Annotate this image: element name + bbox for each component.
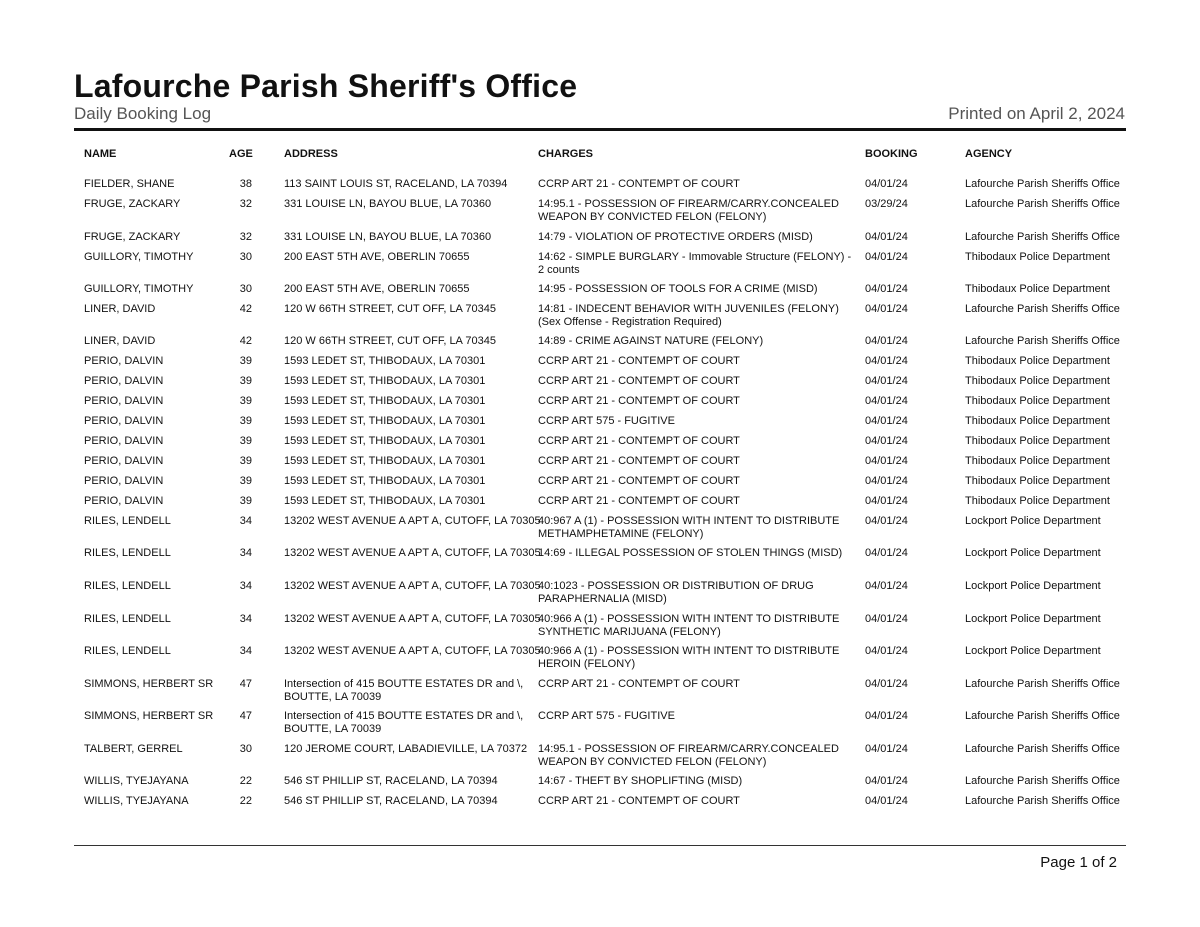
table-row (84, 231, 1124, 251)
booking-date-cell: 04/01/24 (865, 303, 908, 315)
charge-cell: 40:967 A (1) - POSSESSION WITH INTENT TO DISTRIBUTE METHAMPHETAMINE (FELONY) (538, 515, 840, 540)
booking-date-cell: 04/01/24 (865, 645, 908, 657)
charge-cell: CCRP ART 21 - CONTEMPT OF COURT (538, 395, 740, 407)
address-cell: 120 W 66TH STREET, CUT OFF, LA 70345 (284, 303, 496, 315)
name-cell: SIMMONS, HERBERT SR (84, 710, 214, 722)
age-cell: 22 (239, 795, 252, 807)
address-cell: 120 JEROME COURT, LABADIEVILLE, LA 70372 (284, 743, 528, 755)
charge-cell: CCRP ART 21 - CONTEMPT OF COURT (538, 678, 740, 690)
age-cell: 39 (239, 415, 252, 427)
name-cell: PERIO, DALVIN (84, 495, 164, 507)
address-cell: 13202 WEST AVENUE A APT A, CUTOFF, LA 70305 (284, 580, 541, 592)
age-cell: 34 (239, 547, 252, 559)
agency-cell: Lockport Police Department (965, 547, 1101, 559)
name-cell: LINER, DAVID (84, 303, 156, 315)
agency-cell: Lafourche Parish Sheriffs Office (965, 775, 1120, 787)
charge-cell: CCRP ART 21 - CONTEMPT OF COURT (538, 475, 740, 487)
charge-cell: CCRP ART 21 - CONTEMPT OF COURT (538, 375, 740, 387)
charge-cell: 14:81 - INDECENT BEHAVIOR WITH JUVENILES (FELONY) (Sex Offense - Registration Required) (538, 303, 839, 328)
table-row (84, 335, 1124, 355)
table-row (84, 198, 1124, 231)
booking-date-cell: 04/01/24 (865, 335, 908, 347)
charge-cell: CCRP ART 575 - FUGITIVE (538, 415, 675, 427)
age-cell: 30 (239, 743, 252, 755)
booking-date-cell: 04/01/24 (865, 455, 908, 467)
age-cell: 47 (239, 710, 252, 722)
agency-cell: Lockport Police Department (965, 580, 1101, 592)
name-cell: GUILLORY, TIMOTHY (84, 283, 194, 295)
agency-cell: Thibodaux Police Department (965, 475, 1110, 487)
age-cell: 39 (239, 495, 252, 507)
age-cell: 47 (239, 678, 252, 690)
agency-cell: Lockport Police Department (965, 613, 1101, 625)
age-cell: 42 (239, 335, 252, 347)
agency-cell: Lafourche Parish Sheriffs Office (965, 178, 1120, 190)
address-cell: 1593 LEDET ST, THIBODAUX, LA 70301 (284, 475, 486, 487)
address-cell: 13202 WEST AVENUE A APT A, CUTOFF, LA 70305 (284, 515, 541, 527)
booking-date-cell: 04/01/24 (865, 475, 908, 487)
booking-date-cell: 04/01/24 (865, 710, 908, 722)
name-cell: RILES, LENDELL (84, 515, 171, 527)
charge-cell: 40:1023 - POSSESSION OR DISTRIBUTION OF DRUG PARAPHERNALIA (MISD) (538, 580, 814, 605)
age-cell: 34 (239, 580, 252, 592)
booking-date-cell: 03/29/24 (865, 198, 908, 210)
age-cell: 30 (239, 251, 252, 263)
charge-cell: CCRP ART 575 - FUGITIVE (538, 710, 675, 722)
column-header-name: NAME (84, 148, 117, 160)
charge-cell: 14:69 - ILLEGAL POSSESSION OF STOLEN THINGS (MISD) (538, 547, 843, 559)
charge-cell: CCRP ART 21 - CONTEMPT OF COURT (538, 435, 740, 447)
address-cell: 1593 LEDET ST, THIBODAUX, LA 70301 (284, 495, 486, 507)
booking-date-cell: 04/01/24 (865, 515, 908, 527)
address-cell: Intersection of 415 BOUTTE ESTATES DR and \, BOUTTE, LA 70039 (284, 710, 524, 735)
name-cell: PERIO, DALVIN (84, 415, 164, 427)
age-cell: 39 (239, 475, 252, 487)
charge-cell: 14:62 - SIMPLE BURGLARY - Immovable Structure (FELONY) - 2 counts (538, 251, 852, 276)
column-header-address: ADDRESS (284, 148, 338, 160)
name-cell: RILES, LENDELL (84, 547, 171, 559)
table-row (84, 283, 1124, 303)
address-cell: 113 SAINT LOUIS ST, RACELAND, LA 70394 (284, 178, 508, 190)
agency-cell: Lafourche Parish Sheriffs Office (965, 710, 1120, 722)
booking-date-cell: 04/01/24 (865, 435, 908, 447)
charge-cell: 14:67 - THEFT BY SHOPLIFTING (MISD) (538, 775, 743, 787)
agency-cell: Thibodaux Police Department (965, 415, 1110, 427)
address-cell: 120 W 66TH STREET, CUT OFF, LA 70345 (284, 335, 496, 347)
agency-cell: Thibodaux Police Department (965, 251, 1110, 263)
table-row (84, 743, 1124, 775)
address-cell: 546 ST PHILLIP ST, RACELAND, LA 70394 (284, 775, 498, 787)
agency-cell: Lafourche Parish Sheriffs Office (965, 335, 1120, 347)
address-cell: 200 EAST 5TH AVE, OBERLIN 70655 (284, 283, 470, 295)
charge-cell: 14:95.1 - POSSESSION OF FIREARM/CARRY.CONCEALED WEAPON BY CONVICTED FELON (FELONY) (538, 198, 839, 223)
table-row (84, 178, 1124, 198)
address-cell: 1593 LEDET ST, THIBODAUX, LA 70301 (284, 355, 486, 367)
table-row (84, 678, 1124, 710)
booking-date-cell: 04/01/24 (865, 775, 908, 787)
name-cell: PERIO, DALVIN (84, 355, 164, 367)
age-cell: 30 (239, 283, 252, 295)
charge-cell: CCRP ART 21 - CONTEMPT OF COURT (538, 795, 740, 807)
address-cell: 13202 WEST AVENUE A APT A, CUTOFF, LA 70305 (284, 613, 541, 625)
agency-cell: Thibodaux Police Department (965, 355, 1110, 367)
address-cell: 13202 WEST AVENUE A APT A, CUTOFF, LA 70305 (284, 645, 541, 657)
address-cell: 331 LOUISE LN, BAYOU BLUE, LA 70360 (284, 198, 492, 210)
table-row (84, 303, 1124, 335)
address-cell: 1593 LEDET ST, THIBODAUX, LA 70301 (284, 455, 486, 467)
agency-cell: Lafourche Parish Sheriffs Office (965, 303, 1120, 315)
table-row (84, 375, 1124, 395)
agency-cell: Lockport Police Department (965, 515, 1101, 527)
name-cell: PERIO, DALVIN (84, 375, 164, 387)
booking-date-cell: 04/01/24 (865, 613, 908, 625)
booking-date-cell: 04/01/24 (865, 395, 908, 407)
table-row (84, 710, 1124, 743)
booking-date-cell: 04/01/24 (865, 580, 908, 592)
address-cell: 1593 LEDET ST, THIBODAUX, LA 70301 (284, 375, 486, 387)
name-cell: RILES, LENDELL (84, 580, 171, 592)
column-header-booking: BOOKING (865, 148, 918, 160)
name-cell: TALBERT, GERREL (84, 743, 183, 755)
name-cell: FRUGE, ZACKARY (84, 231, 181, 243)
age-cell: 34 (239, 515, 252, 527)
column-header-charges: CHARGES (538, 148, 594, 160)
booking-date-cell: 04/01/24 (865, 231, 908, 243)
footer-divider (74, 845, 1126, 846)
booking-date-cell: 04/01/24 (865, 547, 908, 559)
name-cell: FIELDER, SHANE (84, 178, 175, 190)
charge-cell: 40:966 A (1) - POSSESSION WITH INTENT TO DISTRIBUTE HEROIN (FELONY) (538, 645, 840, 670)
charge-cell: CCRP ART 21 - CONTEMPT OF COURT (538, 455, 740, 467)
table-row (84, 475, 1124, 495)
address-cell: 1593 LEDET ST, THIBODAUX, LA 70301 (284, 395, 486, 407)
booking-date-cell: 04/01/24 (865, 795, 908, 807)
column-header-agency: AGENCY (965, 148, 1013, 160)
name-cell: WILLIS, TYEJAYANA (84, 775, 189, 787)
booking-date-cell: 04/01/24 (865, 251, 908, 263)
address-cell: 331 LOUISE LN, BAYOU BLUE, LA 70360 (284, 231, 492, 243)
column-header-age: AGE (229, 148, 253, 160)
age-cell: 32 (239, 231, 252, 243)
booking-date-cell: 04/01/24 (865, 355, 908, 367)
name-cell: FRUGE, ZACKARY (84, 198, 181, 210)
name-cell: WILLIS, TYEJAYANA (84, 795, 189, 807)
charge-cell: CCRP ART 21 - CONTEMPT OF COURT (538, 355, 740, 367)
table-row (84, 515, 1124, 547)
table-row (84, 395, 1124, 415)
booking-date-cell: 04/01/24 (865, 375, 908, 387)
age-cell: 39 (239, 355, 252, 367)
charge-cell: 40:966 A (1) - POSSESSION WITH INTENT TO DISTRIBUTE SYNTHETIC MARIJUANA (FELONY) (538, 613, 840, 638)
table-row (84, 547, 1124, 580)
agency-cell: Lockport Police Department (965, 645, 1101, 657)
address-cell: 546 ST PHILLIP ST, RACELAND, LA 70394 (284, 795, 498, 807)
name-cell: RILES, LENDELL (84, 613, 171, 625)
name-cell: PERIO, DALVIN (84, 455, 164, 467)
page-subtitle: Daily Booking Log (74, 104, 212, 123)
header-divider (74, 128, 1126, 131)
agency-cell: Thibodaux Police Department (965, 375, 1110, 387)
age-cell: 42 (239, 303, 252, 315)
booking-date-cell: 04/01/24 (865, 178, 908, 190)
age-cell: 39 (239, 375, 252, 387)
table-body (84, 178, 1124, 815)
printed-date: Printed on April 2, 2024 (948, 104, 1125, 123)
agency-cell: Thibodaux Police Department (965, 495, 1110, 507)
table-row (84, 435, 1124, 455)
name-cell: PERIO, DALVIN (84, 435, 164, 447)
booking-date-cell: 04/01/24 (865, 743, 908, 755)
agency-cell: Lafourche Parish Sheriffs Office (965, 743, 1120, 755)
age-cell: 34 (239, 645, 252, 657)
table-row (84, 251, 1124, 283)
booking-table (84, 148, 1124, 815)
page-number: Page 1 of 2 (1040, 854, 1117, 871)
table-row (84, 795, 1124, 815)
name-cell: PERIO, DALVIN (84, 395, 164, 407)
charge-cell: CCRP ART 21 - CONTEMPT OF COURT (538, 495, 740, 507)
age-cell: 38 (239, 178, 252, 190)
agency-cell: Thibodaux Police Department (965, 395, 1110, 407)
charge-cell: CCRP ART 21 - CONTEMPT OF COURT (538, 178, 740, 190)
agency-cell: Lafourche Parish Sheriffs Office (965, 198, 1120, 210)
name-cell: RILES, LENDELL (84, 645, 171, 657)
address-cell: 200 EAST 5TH AVE, OBERLIN 70655 (284, 251, 470, 263)
name-cell: PERIO, DALVIN (84, 475, 164, 487)
address-cell: 1593 LEDET ST, THIBODAUX, LA 70301 (284, 435, 486, 447)
name-cell: LINER, DAVID (84, 335, 156, 347)
agency-cell: Lafourche Parish Sheriffs Office (965, 231, 1120, 243)
age-cell: 39 (239, 455, 252, 467)
age-cell: 22 (239, 775, 252, 787)
charge-cell: 14:89 - CRIME AGAINST NATURE (FELONY) (538, 335, 764, 347)
table-row (84, 645, 1124, 678)
table-row (84, 455, 1124, 475)
page-title: Lafourche Parish Sheriff's Office (74, 68, 578, 104)
table-row (84, 580, 1124, 613)
agency-cell: Thibodaux Police Department (965, 455, 1110, 467)
booking-date-cell: 04/01/24 (865, 495, 908, 507)
age-cell: 39 (239, 395, 252, 407)
agency-cell: Lafourche Parish Sheriffs Office (965, 795, 1120, 807)
agency-cell: Lafourche Parish Sheriffs Office (965, 678, 1120, 690)
table-row (84, 775, 1124, 795)
charge-cell: 14:95.1 - POSSESSION OF FIREARM/CARRY.CONCEALED WEAPON BY CONVICTED FELON (FELONY) (538, 743, 839, 768)
agency-cell: Thibodaux Police Department (965, 283, 1110, 295)
table-row (84, 613, 1124, 645)
age-cell: 32 (239, 198, 252, 210)
booking-date-cell: 04/01/24 (865, 415, 908, 427)
table-header (84, 148, 1124, 164)
charge-cell: 14:95 - POSSESSION OF TOOLS FOR A CRIME (MISD) (538, 283, 818, 295)
booking-date-cell: 04/01/24 (865, 678, 908, 690)
table-row (84, 355, 1124, 375)
table-row (84, 495, 1124, 515)
address-cell: 1593 LEDET ST, THIBODAUX, LA 70301 (284, 415, 486, 427)
age-cell: 34 (239, 613, 252, 625)
charge-cell: 14:79 - VIOLATION OF PROTECTIVE ORDERS (MISD) (538, 231, 813, 243)
agency-cell: Thibodaux Police Department (965, 435, 1110, 447)
booking-date-cell: 04/01/24 (865, 283, 908, 295)
address-cell: Intersection of 415 BOUTTE ESTATES DR and \, BOUTTE, LA 70039 (284, 678, 524, 703)
age-cell: 39 (239, 435, 252, 447)
name-cell: GUILLORY, TIMOTHY (84, 251, 194, 263)
name-cell: SIMMONS, HERBERT SR (84, 678, 214, 690)
address-cell: 13202 WEST AVENUE A APT A, CUTOFF, LA 70305 (284, 547, 541, 559)
table-row (84, 415, 1124, 435)
